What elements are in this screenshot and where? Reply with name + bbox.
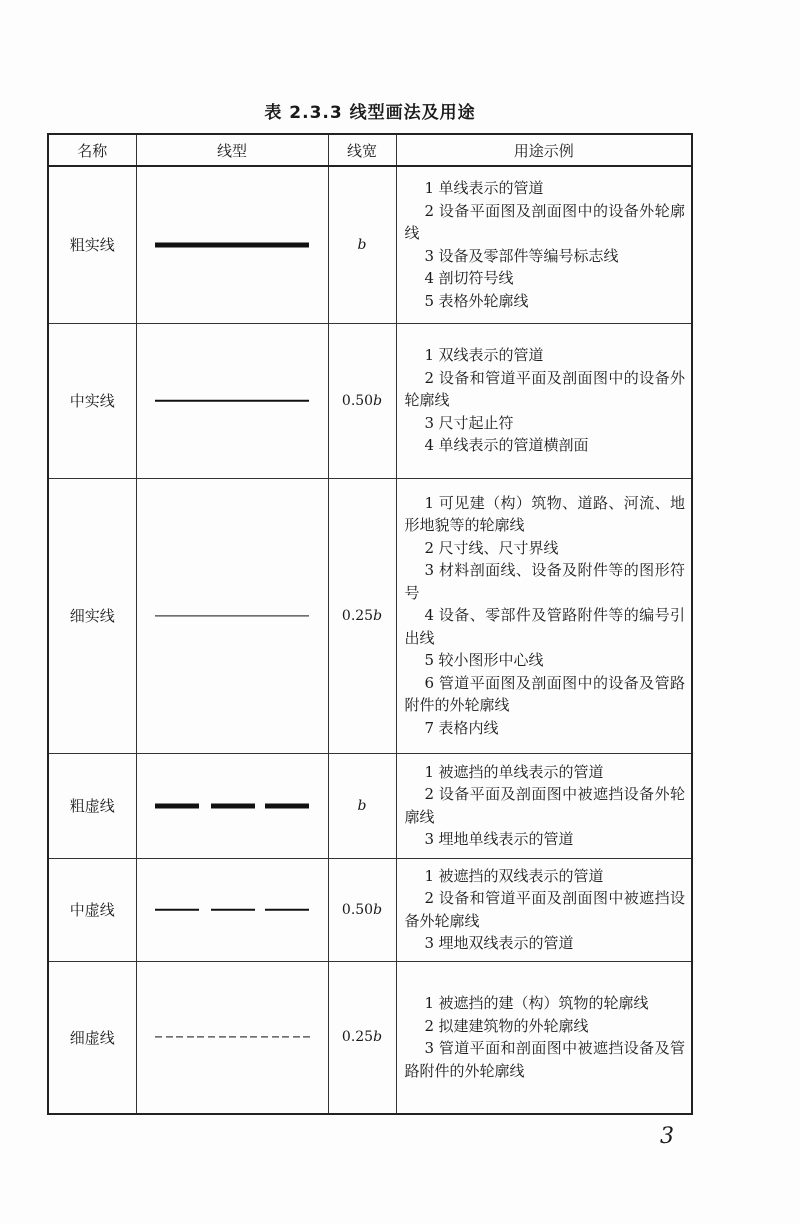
usage-item bbox=[405, 887, 686, 932]
usage-text: 剖切符号线 bbox=[438, 269, 514, 288]
usage-cell bbox=[396, 961, 692, 1114]
usage-text: 埋地双线表示的管道 bbox=[438, 934, 574, 952]
dash-segment bbox=[176, 1037, 183, 1038]
table-row bbox=[48, 753, 692, 858]
usage-number: 3 bbox=[424, 246, 435, 265]
dash-segment bbox=[240, 1037, 247, 1038]
width-symbol: b bbox=[357, 797, 367, 814]
dash-segment bbox=[250, 1037, 257, 1038]
line-sample-cell bbox=[136, 478, 328, 753]
usage-number: 4 bbox=[424, 436, 435, 455]
usage-item bbox=[405, 992, 686, 1015]
header-line-width: 线宽 bbox=[328, 134, 396, 166]
header-name: 名称 bbox=[48, 134, 136, 166]
line-name: 中实线 bbox=[48, 323, 136, 478]
dash-segment bbox=[303, 1037, 310, 1038]
line-sample-solid-thick bbox=[155, 240, 309, 250]
usage-text: 单线表示的管道 bbox=[438, 179, 544, 198]
usage-item bbox=[405, 761, 686, 784]
usage-text: 设备及零部件等编号标志线 bbox=[438, 246, 619, 265]
page-number: 3 bbox=[660, 1124, 674, 1149]
line-width bbox=[328, 961, 396, 1114]
usage-item bbox=[405, 177, 686, 200]
table-row bbox=[48, 166, 692, 323]
usage-number: 6 bbox=[424, 673, 435, 692]
header-line-type: 线型 bbox=[136, 134, 328, 166]
usage-text: 设备、零部件及管路附件等的编号引出线 bbox=[404, 606, 685, 647]
line-sample-cell bbox=[136, 961, 328, 1114]
line-name: 粗虚线 bbox=[48, 753, 136, 858]
usage-text: 设备和管道平面及剖面图中的设备外轮廓线 bbox=[404, 368, 685, 410]
width-coefficient: 0.50 bbox=[341, 901, 374, 918]
line-sample-cell bbox=[136, 753, 328, 858]
dash-segment bbox=[265, 803, 309, 808]
usage-item bbox=[405, 245, 686, 268]
usage-item bbox=[405, 865, 686, 888]
dash-segment bbox=[211, 803, 255, 808]
line-segment bbox=[155, 242, 309, 247]
usage-item bbox=[405, 649, 686, 672]
table-title: 表 2.3.3 线型画法及用途 bbox=[264, 103, 476, 123]
usage-text: 可见建（构）筑物、道路、河流、地形地貌等的轮廓线 bbox=[404, 493, 685, 535]
usage-number: 5 bbox=[424, 291, 435, 310]
usage-item bbox=[405, 492, 686, 537]
dash-segment bbox=[293, 1037, 300, 1038]
dash-segment bbox=[272, 1037, 279, 1038]
usage-number: 2 bbox=[424, 785, 435, 803]
usage-text: 设备和管道平面及剖面图中被遮挡设备外轮廓线 bbox=[404, 889, 685, 930]
dash-segment bbox=[208, 1037, 215, 1038]
line-width bbox=[328, 858, 396, 961]
usage-text: 材料剖面线、设备及附件等的图形符号 bbox=[404, 561, 685, 602]
line-sample-cell bbox=[136, 323, 328, 478]
line-type-table bbox=[47, 133, 693, 1115]
header-usage: 用途示例 bbox=[396, 134, 692, 166]
dash-segment bbox=[219, 1037, 226, 1038]
line-sample-cell bbox=[136, 858, 328, 961]
dash-segment bbox=[197, 1037, 204, 1038]
table-row bbox=[48, 478, 692, 753]
width-symbol: b bbox=[357, 236, 367, 253]
line-sample-dashed-thin bbox=[155, 1032, 309, 1042]
usage-number: 1 bbox=[424, 994, 435, 1013]
usage-number: 1 bbox=[424, 493, 435, 512]
usage-number: 1 bbox=[424, 762, 435, 781]
usage-text: 双线表示的管道 bbox=[438, 346, 544, 365]
usage-item bbox=[405, 537, 686, 560]
usage-item bbox=[405, 559, 686, 604]
line-width bbox=[328, 166, 396, 323]
line-name: 粗实线 bbox=[48, 166, 136, 323]
dash-segment bbox=[155, 803, 199, 808]
dash-segment bbox=[155, 1037, 162, 1038]
usage-cell bbox=[396, 753, 692, 858]
usage-number: 1 bbox=[424, 179, 435, 198]
usage-number: 3 bbox=[424, 934, 435, 952]
usage-number: 3 bbox=[424, 413, 435, 432]
dash-segment bbox=[211, 908, 255, 911]
usage-number: 2 bbox=[424, 368, 435, 387]
line-width bbox=[328, 323, 396, 478]
line-sample-solid-thin bbox=[155, 611, 309, 621]
usage-text: 单线表示的管道横剖面 bbox=[438, 436, 589, 455]
usage-cell bbox=[396, 478, 692, 753]
width-coefficient: 0.50 bbox=[341, 392, 374, 409]
line-name: 细实线 bbox=[48, 478, 136, 753]
usage-item bbox=[405, 267, 686, 290]
usage-number: 3 bbox=[424, 561, 435, 580]
usage-text: 尺寸线、尺寸界线 bbox=[438, 538, 559, 557]
usage-item bbox=[405, 290, 686, 313]
usage-text: 尺寸起止符 bbox=[438, 413, 514, 432]
usage-cell bbox=[396, 166, 692, 323]
usage-item bbox=[405, 1037, 686, 1082]
usage-number: 3 bbox=[424, 830, 435, 848]
width-symbol: b bbox=[373, 607, 383, 624]
usage-number: 1 bbox=[424, 346, 435, 365]
width-symbol: b bbox=[373, 1029, 383, 1046]
usage-text: 管道平面和剖面图中被遮挡设备及管路附件的外轮廓线 bbox=[404, 1039, 685, 1080]
line-width bbox=[328, 753, 396, 858]
line-sample-dashed-medium bbox=[155, 905, 309, 915]
usage-text: 表格内线 bbox=[438, 718, 499, 737]
usage-text: 被遮挡的双线表示的管道 bbox=[438, 866, 604, 885]
usage-item bbox=[405, 412, 686, 435]
usage-text: 设备平面图及剖面图中的设备外轮廓线 bbox=[404, 201, 685, 243]
usage-text: 管道平面图及剖面图中的设备及管路附件的外轮廓线 bbox=[404, 673, 685, 715]
usage-text: 表格外轮廓线 bbox=[438, 291, 529, 310]
usage-item bbox=[405, 367, 686, 412]
usage-item bbox=[405, 828, 686, 851]
usage-text: 埋地单线表示的管道 bbox=[438, 830, 574, 848]
width-coefficient: 0.25 bbox=[341, 1029, 374, 1046]
usage-text: 被遮挡的单线表示的管道 bbox=[438, 762, 604, 781]
usage-number: 7 bbox=[424, 718, 435, 737]
dash-segment bbox=[166, 1037, 173, 1038]
line-segment bbox=[155, 615, 309, 616]
usage-number: 1 bbox=[424, 866, 435, 885]
usage-number: 2 bbox=[424, 201, 435, 220]
line-sample-dashed-thick bbox=[155, 801, 309, 811]
dash-segment bbox=[282, 1037, 289, 1038]
dash-segment bbox=[261, 1037, 268, 1038]
usage-number: 4 bbox=[424, 606, 435, 625]
header-row bbox=[48, 134, 692, 166]
dash-segment bbox=[265, 908, 309, 911]
usage-item bbox=[405, 344, 686, 367]
usage-item bbox=[405, 1015, 686, 1038]
line-sample-cell bbox=[136, 166, 328, 323]
width-symbol: b bbox=[373, 901, 383, 918]
usage-item bbox=[405, 434, 686, 457]
usage-cell bbox=[396, 323, 692, 478]
width-coefficient: 0.25 bbox=[341, 607, 374, 624]
usage-item bbox=[405, 672, 686, 717]
dash-segment bbox=[187, 1037, 194, 1038]
usage-item bbox=[405, 717, 686, 740]
usage-text: 拟建建筑物的外轮廓线 bbox=[438, 1016, 589, 1035]
usage-item bbox=[405, 604, 686, 649]
table-row bbox=[48, 858, 692, 961]
width-symbol: b bbox=[373, 392, 383, 409]
dash-segment bbox=[155, 908, 199, 911]
line-sample-solid-medium bbox=[155, 396, 309, 406]
usage-text: 被遮挡的建（构）筑物的轮廓线 bbox=[438, 994, 649, 1013]
usage-item bbox=[405, 783, 686, 828]
line-name: 细虚线 bbox=[48, 961, 136, 1114]
table-row bbox=[48, 323, 692, 478]
usage-item bbox=[405, 932, 686, 955]
line-name: 中虚线 bbox=[48, 858, 136, 961]
usage-number: 4 bbox=[424, 269, 435, 288]
usage-number: 2 bbox=[424, 1016, 435, 1035]
line-width bbox=[328, 478, 396, 753]
dash-segment bbox=[229, 1037, 236, 1038]
usage-text: 设备平面及剖面图中被遮挡设备外轮廓线 bbox=[404, 785, 685, 826]
usage-text: 较小图形中心线 bbox=[438, 651, 544, 670]
line-segment bbox=[155, 399, 309, 402]
table-row bbox=[48, 961, 692, 1114]
usage-number: 3 bbox=[424, 1039, 435, 1058]
usage-number: 2 bbox=[424, 889, 435, 907]
usage-number: 5 bbox=[424, 651, 435, 670]
usage-item bbox=[405, 200, 686, 245]
usage-number: 2 bbox=[424, 538, 435, 557]
usage-cell bbox=[396, 858, 692, 961]
